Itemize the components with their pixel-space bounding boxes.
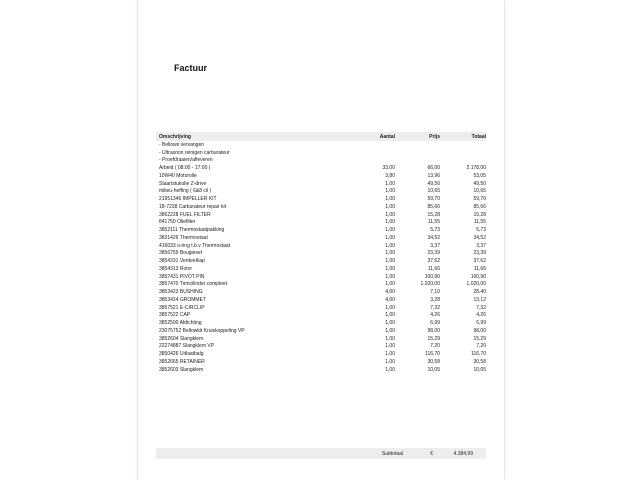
row-price: 7,32 [430, 304, 440, 311]
row-description: 23075752 Bellowkit Kruiskoppeling VP [159, 327, 245, 334]
row-price: 98,00 [427, 327, 440, 334]
header-total: Totaal [471, 133, 486, 140]
table-row [156, 319, 486, 327]
row-description: 3854331 Verdeelkap [159, 258, 205, 265]
row-price: 5,73 [430, 227, 440, 234]
row-total: 15,28 [473, 211, 486, 218]
row-price: 13,96 [427, 172, 440, 179]
table-row [156, 288, 486, 296]
row-description: 21951346 IMPELLER KIT [159, 196, 217, 203]
row-price: 66,00 [427, 165, 440, 172]
row-price: 10,05 [427, 366, 440, 373]
table-row [156, 366, 486, 374]
row-price: 100,90 [424, 273, 440, 280]
table-row [156, 335, 486, 343]
table-row [156, 250, 486, 258]
row-quantity: 1,00 [385, 234, 395, 241]
row-total: 7,32 [476, 304, 486, 311]
row-total: 100,90 [470, 273, 486, 280]
note-text: - Ultrasoon reinigen carburateur [159, 149, 230, 156]
note-row [156, 141, 486, 149]
table-row [156, 195, 486, 203]
table-row [156, 211, 486, 219]
note-text: - Bellows vervangen [159, 141, 205, 148]
row-description: 416033 o-ring t.b.v Thermostaat [159, 242, 231, 249]
row-total: 1.020,00 [466, 281, 486, 288]
row-description: 841750 Oliefilter [159, 219, 196, 226]
row-description: milieu-heffing ( 6&8 cil ) [159, 188, 212, 195]
note-row [156, 149, 486, 157]
row-description: Arbeid ( 08:00 - 17:00 ) [159, 165, 211, 172]
row-total: 34,52 [473, 234, 486, 241]
row-total: 11,55 [473, 219, 486, 226]
row-price: 11,55 [427, 219, 440, 226]
subtotal-currency: € [430, 450, 433, 457]
row-description: 3862228 FUEL FILTER [159, 211, 211, 218]
table-row [156, 273, 486, 281]
row-description: 3831426 Thermostaat [159, 234, 208, 241]
row-quantity: 1,00 [385, 273, 395, 280]
row-quantity: 1,00 [385, 180, 395, 187]
row-total: 10,65 [473, 188, 486, 195]
row-total: 116,70 [471, 351, 486, 358]
row-quantity: 1,00 [385, 196, 395, 203]
row-description: 3857522 CAP [159, 312, 191, 319]
row-quantity: 1,00 [385, 366, 395, 373]
row-description: 3852603 Slangklem [159, 366, 204, 373]
row-quantity: 1,00 [385, 188, 395, 195]
row-quantity: 4,00 [385, 289, 395, 296]
row-total: 28,40 [473, 289, 486, 296]
row-price: 7,10 [430, 289, 440, 296]
row-description: 3852111 Thermostaatpakking [159, 227, 225, 234]
table-row [156, 265, 486, 273]
row-description: 3854313 Rotor [159, 265, 193, 272]
row-price: 30,58 [427, 358, 440, 365]
row-description: 3857521 E-CIRCLIP [159, 304, 205, 311]
row-description: 3852665 RETAINER [159, 358, 205, 365]
row-price: 3,28 [430, 296, 440, 303]
header-description: Omschrijving [159, 133, 191, 140]
header-quantity: Aantal [379, 133, 395, 140]
row-quantity: 4,00 [385, 296, 395, 303]
page-title: Factuur [174, 63, 208, 73]
row-price: 7,20 [430, 343, 440, 350]
table-row [156, 343, 486, 351]
row-total: 37,62 [473, 258, 486, 265]
row-total: 5,73 [476, 227, 486, 234]
row-quantity: 1,00 [385, 320, 395, 327]
row-total: 15,29 [473, 335, 486, 342]
row-total: 6,99 [476, 320, 486, 327]
table-row [156, 226, 486, 234]
row-price: 1.020,00 [420, 281, 440, 288]
row-total: 11,66 [473, 265, 486, 272]
row-price: 85,66 [427, 203, 440, 210]
row-quantity: 1,00 [385, 242, 395, 249]
table-row [156, 304, 486, 312]
table-row [156, 180, 486, 188]
table-row [156, 296, 486, 304]
subtotal-value: 4.384,99 [453, 450, 473, 457]
row-description: 3857470 Trimcilinder compleet [159, 281, 228, 288]
row-total: 2.178,00 [466, 165, 486, 172]
row-total: 4,26 [476, 312, 486, 319]
row-price: 37,62 [427, 258, 440, 265]
row-description: 10W40 Motorolie [159, 172, 197, 179]
row-quantity: 33,00 [382, 165, 395, 172]
row-total: 98,00 [473, 327, 486, 334]
row-description: 3852500 Afdichting [159, 320, 202, 327]
row-price: 23,39 [427, 250, 440, 257]
row-quantity: 1,00 [385, 211, 395, 218]
note-text: - Proefdraaien/afleveren [159, 157, 213, 164]
row-quantity: 1,00 [385, 227, 395, 234]
table-row [156, 327, 486, 335]
header-price: Prijs [429, 133, 440, 140]
row-total: 53,05 [473, 172, 486, 179]
table-row [156, 312, 486, 320]
row-total: 7,20 [476, 343, 486, 350]
row-price: 15,29 [427, 335, 440, 342]
row-description: 22274887 Slangklem VP [159, 343, 215, 350]
table-row [156, 242, 486, 250]
subtotal-bar [156, 448, 486, 459]
row-description: 18-7238 Carburateur repair kit [159, 203, 226, 210]
invoice-table [156, 132, 486, 374]
row-quantity: 1,00 [385, 281, 395, 288]
row-price: 49,50 [427, 180, 440, 187]
table-row [156, 281, 486, 289]
table-row [156, 203, 486, 211]
table-row [156, 358, 486, 366]
row-quantity: 1,00 [385, 312, 395, 319]
table-row [156, 350, 486, 358]
row-price: 6,99 [430, 320, 440, 327]
row-total: 23,39 [473, 250, 486, 257]
row-price: 59,70 [427, 196, 440, 203]
row-quantity: 1,00 [385, 304, 395, 311]
invoice-page [137, 0, 505, 480]
row-description: 3852604 Slangklem [159, 335, 204, 342]
row-description: 3853424 GROMMET [159, 296, 206, 303]
table-row [156, 257, 486, 265]
note-row [156, 157, 486, 165]
table-row [156, 219, 486, 227]
row-price: 116,70 [425, 351, 440, 358]
row-quantity: 1,00 [385, 203, 395, 210]
row-description: Staartstukolie Z-drive [159, 180, 207, 187]
row-total: 3,37 [476, 242, 486, 249]
row-quantity: 1,00 [385, 343, 395, 350]
row-quantity: 1,00 [385, 265, 395, 272]
row-description: 3853423 BUSHING [159, 289, 203, 296]
table-row [156, 188, 486, 196]
table-row [156, 234, 486, 242]
row-quantity: 1,00 [385, 327, 395, 334]
row-total: 13,12 [473, 296, 486, 303]
subtotal-label: Subtotaal [381, 450, 403, 457]
row-total: 10,05 [473, 366, 486, 373]
row-description: 3857431 PIVOT PIN [159, 273, 205, 280]
row-total: 59,70 [473, 196, 486, 203]
row-price: 11,66 [427, 265, 440, 272]
table-header [156, 132, 486, 141]
row-total: 85,66 [473, 203, 486, 210]
row-description: 3850426 Uitlaatbalg [159, 351, 204, 358]
row-quantity: 1,00 [385, 258, 395, 265]
row-price: 3,37 [430, 242, 440, 249]
row-price: 34,52 [427, 234, 440, 241]
row-description: 3856759 Bougieset [159, 250, 203, 257]
table-row [156, 164, 486, 172]
row-total: 30,58 [473, 358, 486, 365]
row-price: 4,26 [430, 312, 440, 319]
row-quantity: 1,00 [385, 219, 395, 226]
table-body [156, 141, 486, 374]
row-quantity: 1,00 [385, 335, 395, 342]
row-price: 10,65 [427, 188, 440, 195]
table-row [156, 172, 486, 180]
row-quantity: 1,00 [385, 358, 395, 365]
row-quantity: 1,00 [385, 250, 395, 257]
row-price: 15,28 [427, 211, 440, 218]
row-total: 49,50 [473, 180, 486, 187]
row-quantity: 3,80 [385, 172, 395, 179]
row-quantity: 1,00 [385, 351, 395, 358]
